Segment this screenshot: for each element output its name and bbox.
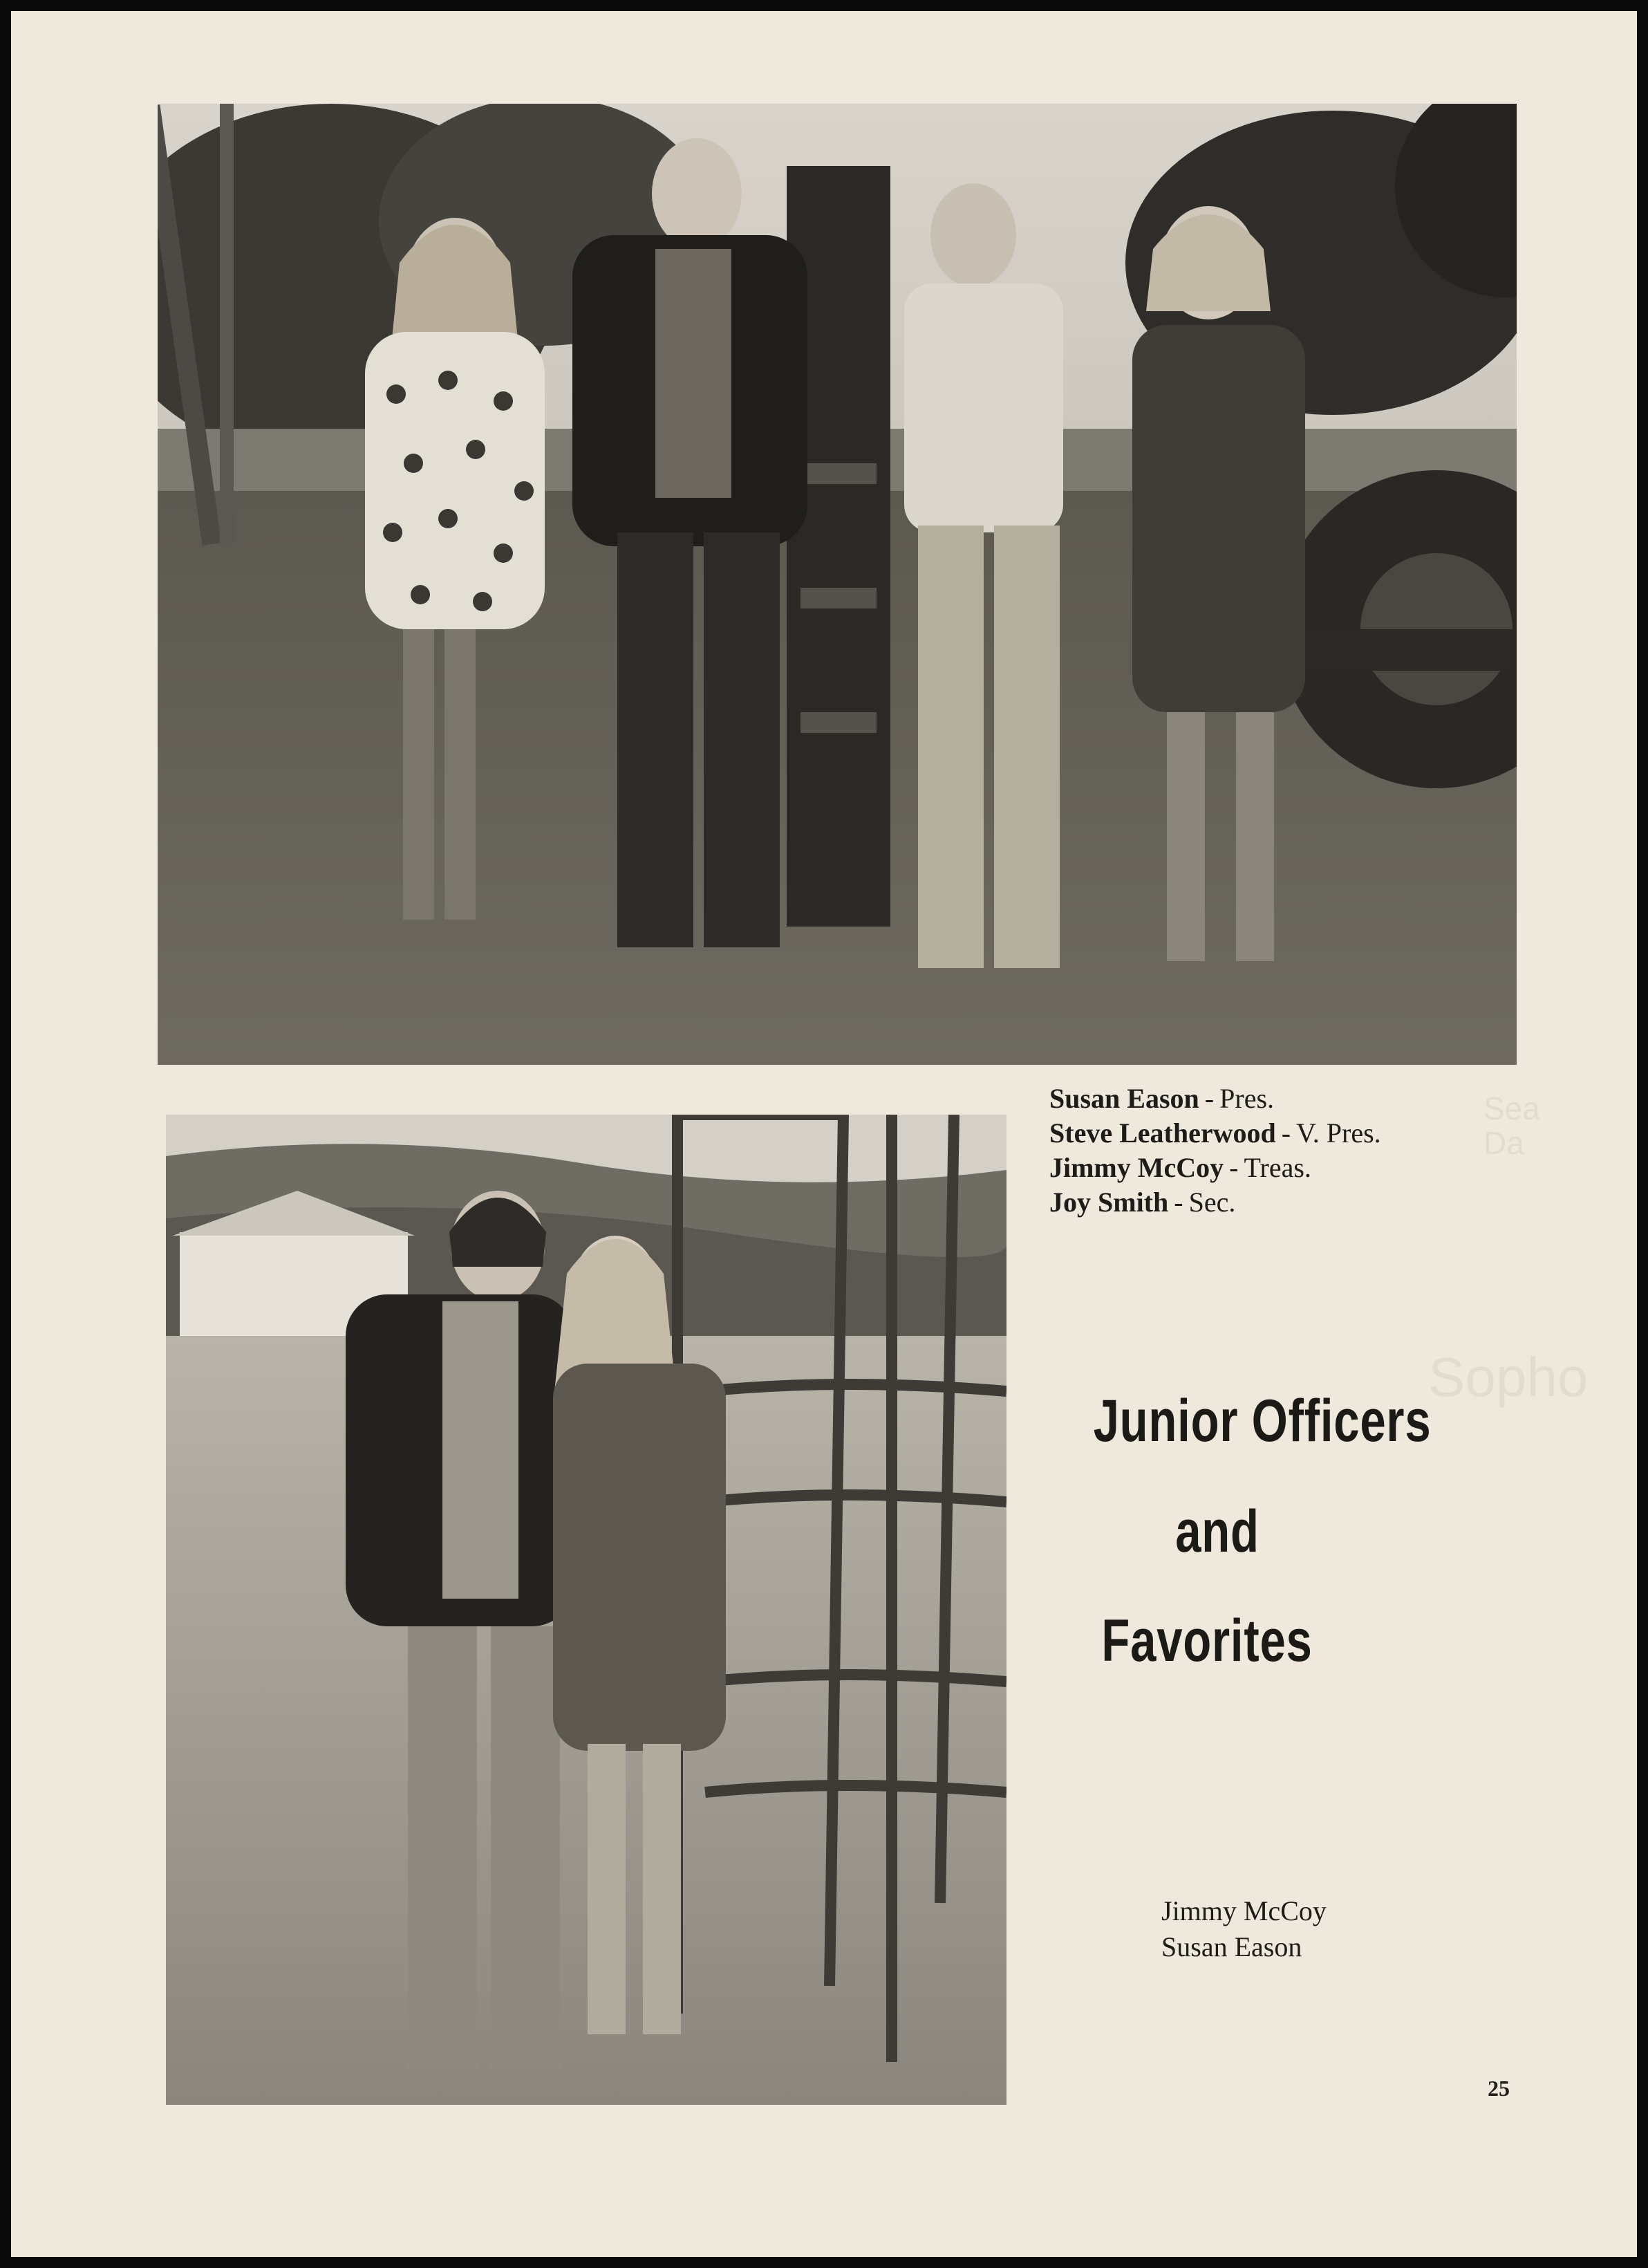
officer-name: Jimmy McCoy [1049,1152,1224,1183]
officers-group-photo [158,104,1517,1065]
officers-photo-image [158,104,1517,1065]
favorite-name: Susan Eason [1161,1931,1302,1962]
officers-caption [1049,1081,1616,1220]
officer-title: Pres. [1219,1083,1275,1114]
show-through-text: Da [1483,1125,1524,1161]
officer-row [1049,1151,1616,1185]
section-heading-line: Junior Officers [1093,1388,1432,1454]
officer-name: Steve Leatherwood [1049,1117,1276,1149]
yearbook-page [11,11,1637,2257]
officer-row [1049,1116,1616,1151]
officer-row [1049,1185,1616,1220]
officer-title: Treas. [1244,1152,1311,1183]
officer-row [1049,1081,1616,1116]
show-through-text: Sopho [1428,1346,1589,1408]
officer-separator: - [1204,1083,1215,1114]
officer-separator: - [1281,1117,1291,1149]
officer-name: Susan Eason [1049,1083,1199,1114]
officer-separator: - [1174,1187,1183,1218]
officer-separator: - [1229,1152,1239,1183]
favorites-photo [166,1115,1006,2105]
favorite-name: Jimmy McCoy [1161,1895,1327,1926]
section-heading-line: Favorites [1101,1608,1313,1674]
officer-name: Joy Smith [1049,1187,1169,1218]
page-number: 25 [1488,2076,1510,2101]
section-heading-line: and [1175,1498,1260,1565]
favorites-caption [1161,1893,1327,1965]
officer-title: Sec. [1188,1187,1236,1218]
officer-title: V. Pres. [1296,1117,1381,1149]
show-through-text: Sea [1483,1090,1540,1126]
favorites-photo-image [166,1115,1006,2105]
